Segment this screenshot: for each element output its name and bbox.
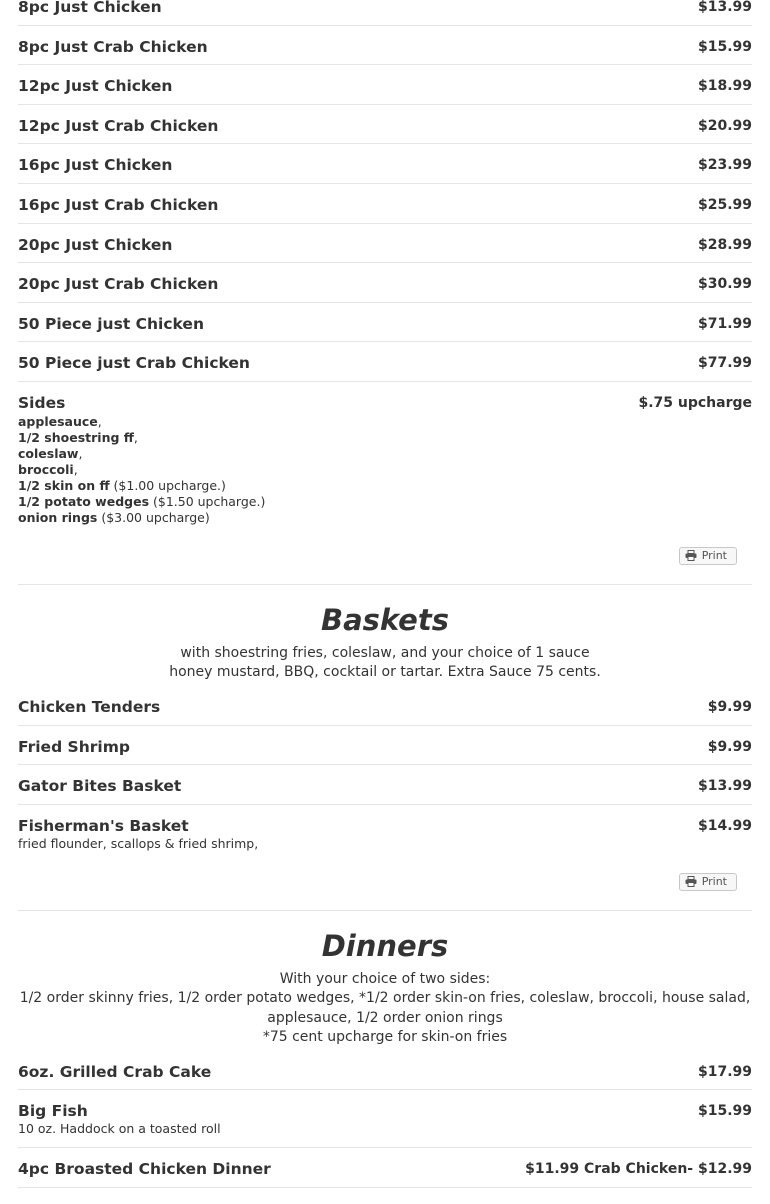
- side-option-name: applesauce: [18, 413, 98, 429]
- sides-price: $.75 upcharge: [638, 394, 752, 411]
- menu-item-name: 20pc Just Crab Chicken: [18, 275, 219, 294]
- menu-item-name: 50 Piece just Crab Chicken: [18, 354, 250, 373]
- side-option-name: 1/2 skin on ff: [18, 477, 110, 493]
- menu-page: [18, 0, 752, 1188]
- menu-item-name: 4pc Broasted Chicken Dinner: [18, 1160, 271, 1179]
- menu-item-price: $20.99: [697, 117, 752, 134]
- menu-item: [18, 1090, 752, 1148]
- menu-item-price: $17.99: [697, 1063, 752, 1080]
- section-description-line: 1/2 order skinny fries, 1/2 order potato wedges, *1/2 order skin-on fries, coleslaw, broccoli, house salad,: [19, 990, 751, 1007]
- side-option: [18, 510, 752, 526]
- menu-item-description: fried flounder, scallops & fried shrimp,: [18, 835, 259, 851]
- menu-item-price: $25.99: [697, 196, 752, 213]
- printer-icon: [685, 876, 697, 887]
- menu-item-price: $18.99: [697, 78, 752, 95]
- menu-item: [18, 686, 752, 726]
- print-label: Print: [701, 875, 727, 889]
- menu-item-name: 6oz. Grilled Crab Cake: [18, 1062, 212, 1081]
- printer-icon: [685, 550, 697, 561]
- side-option: [18, 446, 752, 462]
- menu-item-name: Chicken Tenders: [18, 697, 161, 716]
- side-option: [18, 430, 752, 446]
- menu-item-price: $77.99: [697, 355, 752, 372]
- menu-item: [18, 765, 752, 805]
- menu-item-price: $30.99: [697, 276, 752, 293]
- section-description: [18, 970, 752, 1048]
- menu-item: [18, 263, 752, 303]
- menu-item-description: 10 oz. Haddock on a toasted roll: [18, 1121, 221, 1137]
- menu-item-name: 8pc Just Crab Chicken: [18, 37, 208, 56]
- side-option: [18, 414, 752, 430]
- menu-item: [18, 144, 752, 184]
- side-option: [18, 478, 752, 494]
- menu-item-price: $9.99: [707, 738, 752, 755]
- sides-options: [18, 414, 752, 526]
- menu-item-name: 16pc Just Crab Chicken: [18, 195, 219, 214]
- side-option-note: ,: [133, 429, 138, 445]
- print-button[interactable]: [679, 547, 737, 565]
- menu-item: [18, 224, 752, 264]
- section-description-line: *75 cent upcharge for skin-on fries: [262, 1029, 508, 1046]
- baskets-section: [18, 602, 752, 911]
- menu-item-name: Gator Bites Basket: [18, 777, 182, 796]
- section-description-line: with shoestring fries, coleslaw, and your choice of 1 sauce: [180, 644, 590, 661]
- side-option: [18, 462, 752, 478]
- menu-item-name: 12pc Just Chicken: [18, 77, 173, 96]
- menu-item-price: $15.99: [697, 1103, 752, 1120]
- menu-item-name: 16pc Just Chicken: [18, 156, 173, 175]
- menu-item-price: $13.99: [697, 0, 752, 15]
- menu-item-name: 12pc Just Crab Chicken: [18, 116, 219, 135]
- print-label: Print: [701, 549, 727, 563]
- menu-item: [18, 1148, 752, 1188]
- side-option-note: ($3.00 upcharge): [97, 509, 210, 525]
- side-option-note: ($1.50 upcharge.): [149, 493, 266, 509]
- menu-item: [18, 65, 752, 105]
- menu-item-price: $13.99: [697, 778, 752, 795]
- menu-item: [18, 342, 752, 382]
- menu-item: [18, 0, 752, 26]
- menu-item-price: $23.99: [697, 157, 752, 174]
- side-option: [18, 494, 752, 510]
- section-description-line: honey mustard, BBQ, cocktail or tartar. Extra Sauce 75 cents.: [169, 664, 601, 681]
- section-title: Dinners: [321, 928, 449, 963]
- side-option-name: onion rings: [18, 509, 98, 525]
- menu-item-name: Fried Shrimp: [18, 737, 130, 756]
- menu-item-price: $15.99: [697, 38, 752, 55]
- section-title: Baskets: [321, 602, 449, 637]
- menu-item: [18, 303, 752, 343]
- side-option-name: coleslaw: [18, 445, 79, 461]
- menu-item: [18, 26, 752, 66]
- menu-item: [18, 105, 752, 145]
- side-option-note: ($1.00 upcharge.): [109, 477, 226, 493]
- menu-item-price: $11.99 Crab Chicken- $12.99: [525, 1161, 752, 1178]
- section-description-line: With your choice of two sides:: [279, 970, 491, 987]
- menu-item-price: $14.99: [697, 817, 752, 834]
- menu-item: [18, 184, 752, 224]
- menu-item: [18, 726, 752, 766]
- menu-item-price: $71.99: [697, 315, 752, 332]
- chicken-menu-list: [18, 0, 752, 585]
- side-option-note: ,: [97, 413, 102, 429]
- dinners-section: [18, 928, 752, 1188]
- section-description: [18, 644, 752, 683]
- section-description-line: applesauce, 1/2 order onion rings: [267, 1009, 503, 1026]
- side-option-name: 1/2 shoestring ff: [18, 429, 134, 445]
- print-button[interactable]: [679, 873, 737, 891]
- menu-item-name: 8pc Just Chicken: [18, 0, 162, 16]
- menu-item: [18, 805, 752, 852]
- menu-item-price: $28.99: [697, 236, 752, 253]
- side-option-note: ,: [78, 445, 83, 461]
- side-option-name: broccoli: [18, 461, 74, 477]
- menu-item: [18, 1051, 752, 1091]
- menu-item-price: $9.99: [707, 698, 752, 715]
- menu-item-name: 20pc Just Chicken: [18, 235, 173, 254]
- side-option-note: ,: [73, 461, 78, 477]
- side-option-name: 1/2 potato wedges: [18, 493, 150, 509]
- menu-item-name: Big Fish: [18, 1102, 88, 1121]
- sides-item: [18, 382, 752, 526]
- menu-item-name: 50 Piece just Chicken: [18, 314, 204, 333]
- sides-title: Sides: [18, 393, 66, 412]
- menu-item-name: Fisherman's Basket: [18, 816, 189, 835]
